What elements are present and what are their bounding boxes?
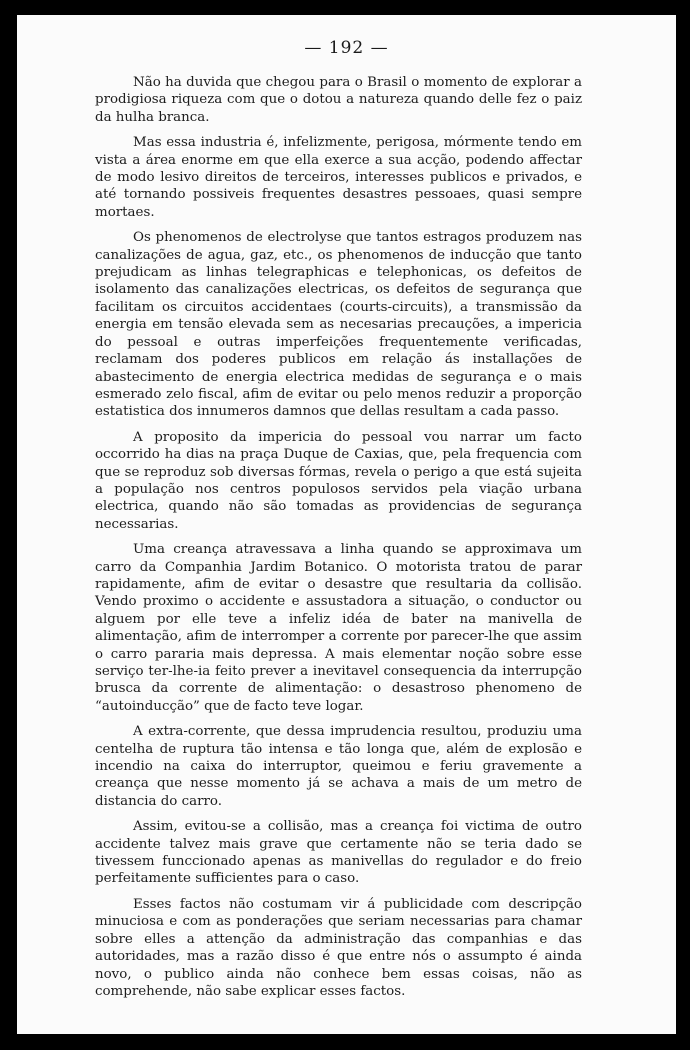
paragraph: Uma creança atravessava a linha quando se approximava um carro da Companhia Jardim Botanico. O motorista tratou de parar rapidamente, afim de evitar o desastre que resultaria da collisão. Vendo proximo o accidente e assustadora a situação, o conductor ou alguem por elle teve a infeliz idéa de bater na manivella de alimentação, afim de interromper a corrente por parecer-lhe que assim o carro pararia mais depressa. A mais elementar noção sobre esse serviço ter-lhe-ia feito prever a inevitavel consequencia da interrupção brusca da corrente de alimentação: o desastroso phenomeno de “autoinducção” que de facto teve logar. [95,542,582,714]
paragraph: Assim, evitou-se a collisão, mas a creança foi victima de outro accidente talvez mais grave que certamente não se teria dado se tivessem funccionado apenas as manivellas do regulador e do freio perfeitamente sufficientes para o caso. [95,819,582,887]
paragraph: A proposito da impericia do pessoal vou narrar um facto occorrido ha dias na praça Duque de Caxias, que, pela frequencia com que se reproduz sob diversas fórmas, revela o perigo a que está sujeita a população nos centros populosos servidos pela viação urbana electrica, quando não são tomadas as providencias de segurança necessarias. [95,429,582,532]
page-number: — 192 — [304,38,389,58]
paragraph: A extra-corrente, que dessa imprudencia resultou, produziu uma centelha de ruptura tão intensa e tão longa que, além de explosão e incendio na caixa do interruptor, queimou e feriu gravemente a creança que nesse momento já se achava a mais de um metro de distancia do carro. [95,724,582,809]
document-page [17,15,676,1034]
paragraph: Não ha duvida que chegou para o Brasil o momento de explorar a prodigiosa riqueza com que o dotou a natureza quando delle fez o paiz da hulha branca. [95,75,582,125]
paragraph: Esses factos não costumam vir á publicidade com descripção minuciosa e com as ponderações que seriam necessarias para chamar sobre elles a attenção da administração das companhias e das autoridades, mas a razão disso é que entre nós o assumpto é ainda novo, o publico ainda não conhece bem essas coisas, não as comprehende, não sabe explicar esses factos. [95,896,582,999]
paragraph: Os phenomenos de electrolyse que tantos estragos produzem nas canalizações de agua, gaz, etc., os phenomenos de inducção que tanto prejudicam as linhas telegraphicas e telephonicas, os defeitos de isolamento das canalizações electricas, os defeitos de segurança que facilitam os circuitos accidentaes (courts-circuits), a transmissão da energia em tensão elevada sem as necesarias precauções, a impericia do pessoal e outras imperfeições frequentemente verificadas, reclamam dos poderes publicos em relação ás installações de abastecimento de energia electrica medidas de segurança e o mais esmerado zelo fiscal, afim de evitar ou pelo menos reduzir a proporção estatistica dos innumeros damnos que dellas resultam a cada passo. [95,230,582,420]
paragraph: Mas essa industria é, infelizmente, perigosa, mórmente tendo em vista a área enorme em que ella exerce a sua acção, podendo affectar de modo lesivo direitos de terceiros, interesses publicos e privados, e até tornando possiveis frequentes desastres pessoaes, quasi sempre mortaes. [95,135,582,220]
body-text [95,74,582,1008]
